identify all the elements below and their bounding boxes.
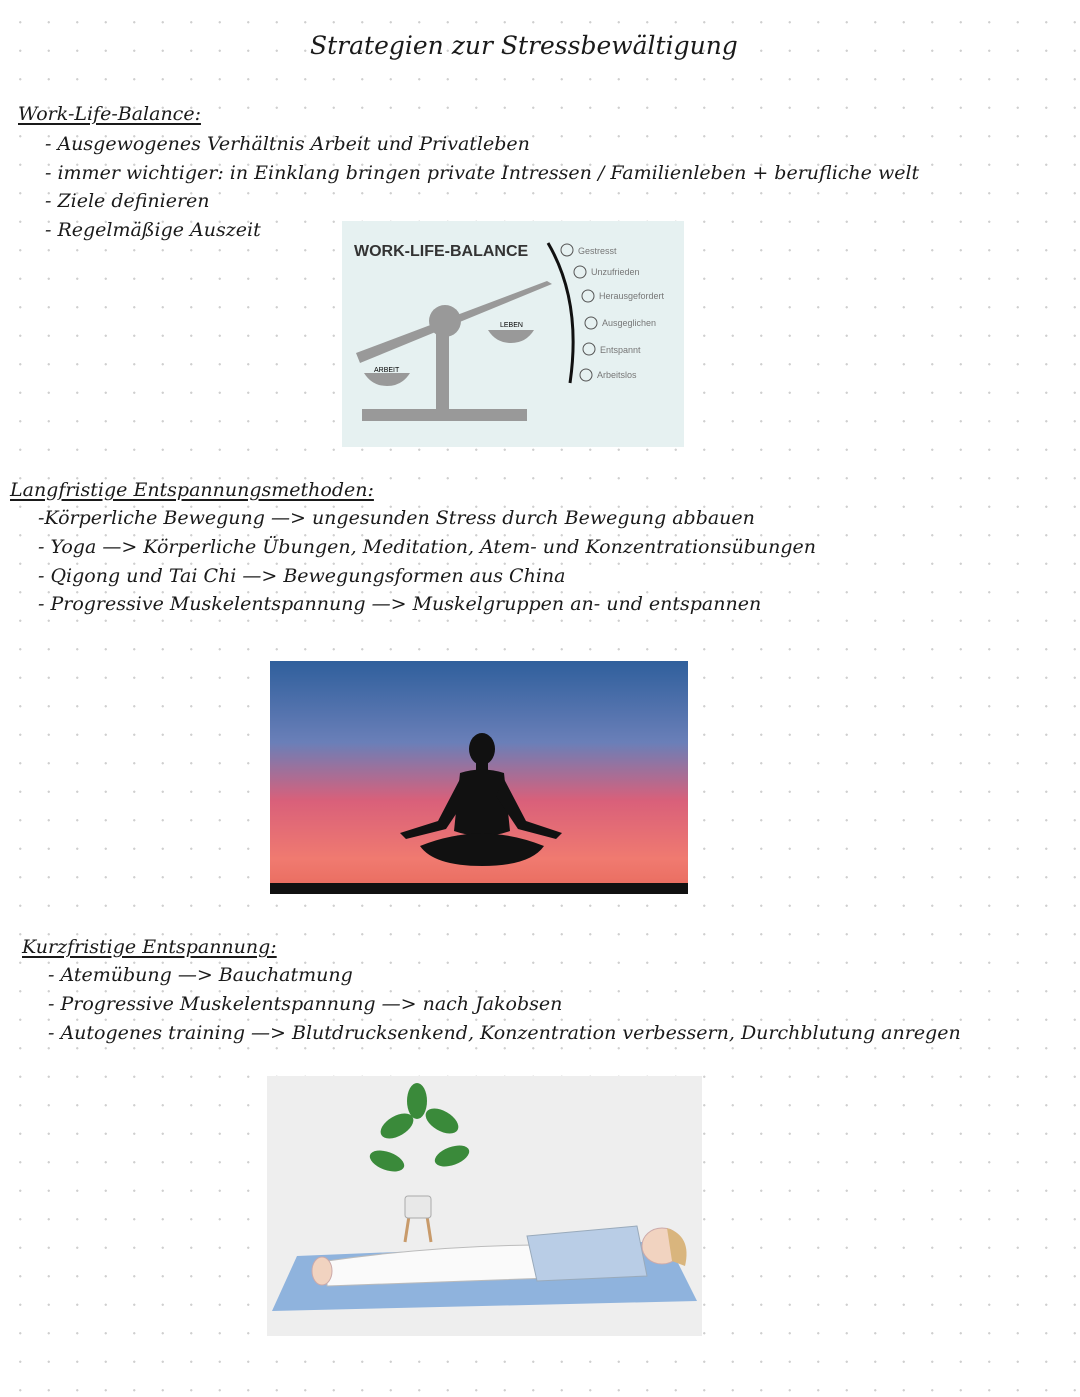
list-item: - Qigong und Tai Chi —> Bewegungsformen aus China xyxy=(38,565,566,587)
list-item: -Körperliche Bewegung —> ungesunden Stress durch Bewegung abbauen xyxy=(38,507,755,529)
work-life-balance-image xyxy=(342,221,684,447)
page-title: Strategien zur Stressbewältigung xyxy=(310,31,738,60)
wlb-title: WORK-LIFE-BALANCE xyxy=(354,243,529,260)
list-item: - Progressive Muskelentspannung —> Muskelgruppen an- und entspannen xyxy=(38,593,762,615)
scale-label: Ausgeglichen xyxy=(602,318,657,328)
list-item: - Autogenes training —> Blutdrucksenkend, Konzentration verbessern, Durchblutung anregen xyxy=(48,1022,961,1044)
relaxation-lying-image xyxy=(267,1076,702,1336)
list-item: - Yoga —> Körperliche Übungen, Meditation, Atem- und Konzentrationsübungen xyxy=(38,536,816,558)
scale-label: Entspannt xyxy=(600,345,641,355)
wlb-right-pan: LEBEN xyxy=(500,322,523,329)
list-item: - Ziele definieren xyxy=(45,190,210,212)
section-heading-work-life-balance: Work-Life-Balance: xyxy=(18,103,201,125)
list-item: - immer wichtiger: in Einklang bringen private Intressen / Familienleben + berufliche welt xyxy=(45,162,920,184)
meditation-sunset-image xyxy=(270,661,688,894)
list-item: - Regelmäßige Auszeit xyxy=(45,219,261,241)
scale-label: Herausgefordert xyxy=(599,291,665,301)
wlb-left-pan: ARBEIT xyxy=(374,367,400,374)
section-heading-langfristig: Langfristige Entspannungsmethoden: xyxy=(10,479,374,501)
scale-label: Arbeitslos xyxy=(597,370,637,380)
scale-label: Gestresst xyxy=(578,246,617,256)
list-item: - Atemübung —> Bauchatmung xyxy=(48,964,353,986)
section-heading-kurzfristig: Kurzfristige Entspannung: xyxy=(22,936,277,958)
list-item: - Progressive Muskelentspannung —> nach Jakobsen xyxy=(48,993,563,1015)
scale-label: Unzufrieden xyxy=(591,267,640,277)
list-item: - Ausgewogenes Verhältnis Arbeit und Privatleben xyxy=(45,133,530,155)
